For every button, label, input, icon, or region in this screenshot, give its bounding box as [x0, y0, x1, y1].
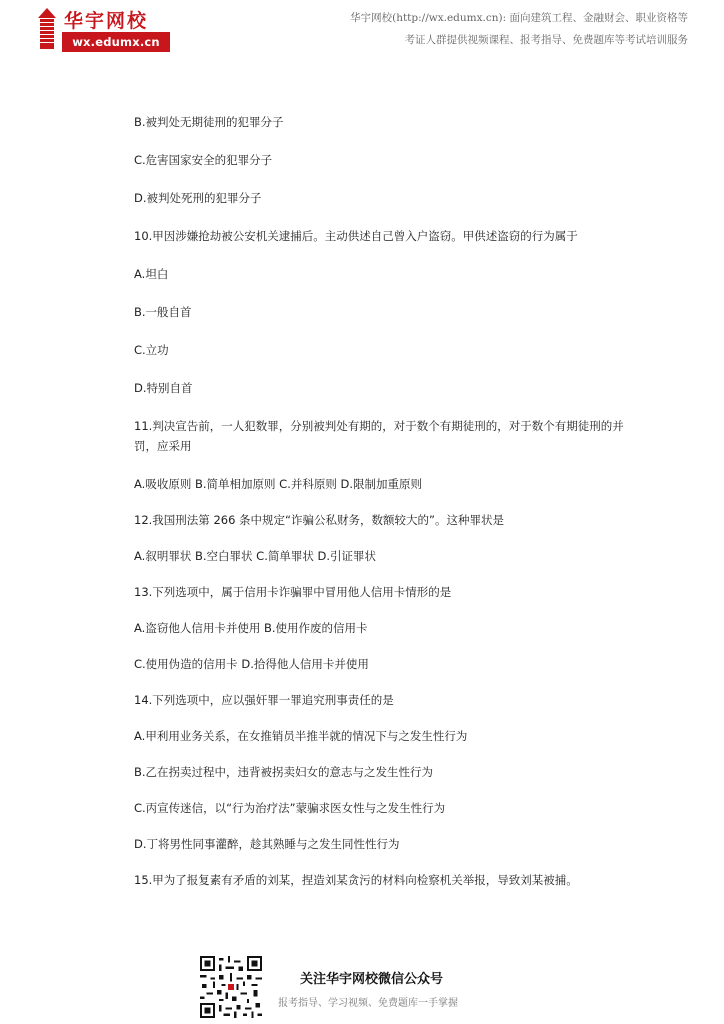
option-b: B.被判处无期徒刑的犯罪分子	[134, 115, 284, 129]
page-header	[0, 0, 724, 60]
option-b: B.乙在拐卖过程中，违背被拐卖妇女的意志与之发生性行为	[134, 765, 434, 779]
options-line: C.使用伪造的信用卡 D.拾得他人信用卡并使用	[134, 657, 369, 671]
option-d: D.丁将男性同事灌醉，趁其熟睡与之发生同性性行为	[134, 837, 400, 851]
option-c: C.丙宣传迷信，以“行为治疗法”蒙骗求医女性与之发生性行为	[134, 801, 446, 815]
option-a: A.甲利用业务关系，在女推销员半推半就的情况下与之发生性行为	[134, 729, 468, 743]
logo-url: wx.edumx.cn	[62, 32, 170, 52]
option-d: D.被判处死刑的犯罪分子	[134, 191, 262, 205]
question-13: 13.下列选项中，属于信用卡诈骗罪中冒用他人信用卡情形的是	[134, 585, 452, 599]
option-b: B.一般自首	[134, 305, 192, 319]
question-11: 11.判决宣告前，一人犯数罪，分别被判处有期的，对于数个有期徒刑的，对于数个有期徒刑的并罚，应采用	[134, 419, 624, 453]
question-10: 10.甲因涉嫌抢劫被公安机关逮捕后。主动供述自己曾入户盗窃。甲供述盗窃的行为属于	[134, 229, 578, 243]
option-a: A.坦白	[134, 267, 169, 281]
options-line: A.叙明罪状 B.空白罪状 C.简单罪状 D.引证罪状	[134, 549, 377, 563]
option-d: D.特别自首	[134, 381, 193, 395]
header-tagline-1: 华宇网校(http://wx.edumx.cn): 面向建筑工程、金融财会、职业资格等	[350, 12, 688, 24]
qr-code-icon[interactable]	[200, 956, 262, 1018]
question-15: 15.甲为了报复素有矛盾的刘某，捏造刘某贪污的材料向检察机关举报，导致刘某被捕。	[134, 873, 578, 887]
logo-name: 华宇网校	[64, 10, 149, 32]
option-c: C.危害国家安全的犯罪分子	[134, 153, 273, 167]
options-line: A.吸收原则 B.简单相加原则 C.并科原则 D.限制加重原则	[134, 477, 423, 491]
options-line: A.盗窃他人信用卡并使用 B.使用作废的信用卡	[134, 621, 368, 635]
logo[interactable]	[32, 6, 172, 52]
document-body	[134, 112, 624, 890]
option-c: C.立功	[134, 343, 169, 357]
pencil-logo-icon	[36, 8, 58, 50]
footer-subtitle: 报考指导、学习视频、免费题库一手掌握	[278, 998, 458, 1009]
question-14: 14.下列选项中，应以强奸罪一罪追究刑事责任的是	[134, 693, 394, 707]
footer-title: 关注华宇网校微信公众号	[300, 972, 444, 987]
header-tagline-2: 考证人群提供视频课程、报考指导、免费题库等考试培训服务	[404, 34, 688, 46]
question-12: 12.我国刑法第 266 条中规定“诈骗公私财务，数额较大的”。这种罪状是	[134, 513, 504, 527]
page-footer	[0, 948, 724, 1024]
